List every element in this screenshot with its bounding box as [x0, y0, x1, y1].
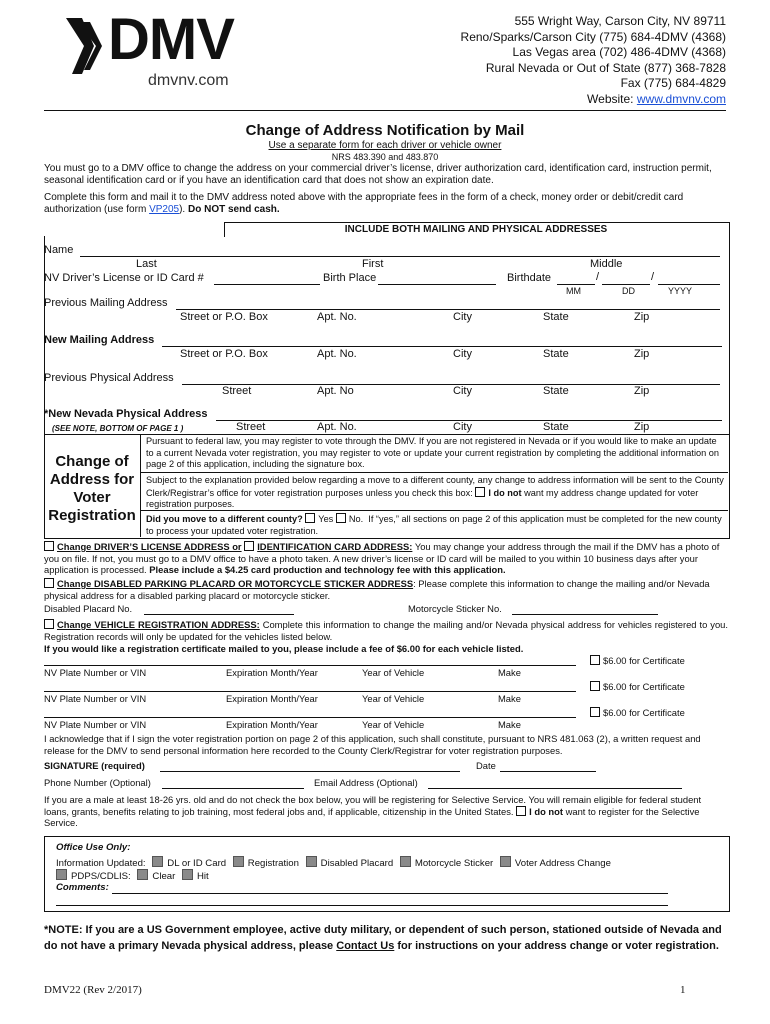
voter-divider — [141, 510, 728, 511]
license-change-checkbox[interactable] — [44, 541, 54, 551]
certificate-option-2 — [590, 681, 685, 692]
page-title: Change of Address Notification by Mail — [245, 122, 525, 139]
signature-field[interactable] — [160, 771, 460, 772]
office-pdps-row — [56, 869, 209, 882]
year-label: Year of Vehicle — [362, 667, 425, 678]
state-label: State — [543, 385, 569, 397]
dmv-logo — [64, 7, 274, 94]
vehicle-row-1-field[interactable] — [44, 665, 576, 666]
no-cash-warning: Do NOT send cash. — [187, 204, 280, 215]
vehicle-fee-note: If you would like a registration certificate mailed to you, please include a fee of $6.00 for each vehicle listed. — [44, 643, 524, 654]
birthdate-slash: / — [651, 271, 655, 283]
year-label: Year of Vehicle — [362, 719, 425, 730]
license-number-label: NV Driver’s License or ID Card # — [44, 272, 204, 284]
zip-label: Zip — [634, 385, 650, 397]
acknowledgement: I acknowledge that if I sign the voter registration portion on page 2 of this application, such shall constitute, pursuant to NRS 481.063 (2), a written request and release for the DMV to send personal information here recorded to the County Clerk/Registrar for voter registration purposes. — [44, 733, 701, 756]
city-label: City — [453, 311, 472, 323]
address-box — [44, 236, 730, 435]
name-middle-label: Middle — [590, 258, 623, 270]
intro-paragraph-2 — [44, 192, 726, 216]
disabled-placard-field[interactable] — [144, 614, 294, 615]
website-label: Website: — [587, 91, 637, 106]
intro-p2-text: Complete this form and mail it to the DMV address noted above with the appropriate fees in the form of a check, money order or debit/credit card authorization (use form — [44, 192, 684, 215]
comments-label: Comments: — [56, 882, 109, 893]
apt-label: Apt. No. — [317, 421, 357, 433]
selective-text: If you are a male at least 18-26 yrs. old and do not check the box below, you will be registering for Selective Service. You will remain eligible for federal student loans, grants, benefits relating to job training, most federal jobs and, if applicable, citizenship in the United States. — [44, 794, 702, 817]
certificate-label: $6.00 for Certificate — [603, 655, 685, 666]
registration-label: Registration — [247, 858, 299, 869]
state-label: State — [543, 311, 569, 323]
fax: Fax (775) 684-4829 — [620, 76, 726, 90]
expiration-label: Expiration Month/Year — [226, 719, 318, 730]
pdps-checkbox[interactable] — [56, 869, 67, 880]
street-po-label: Street or P.O. Box — [180, 348, 268, 360]
info-updated-label: Information Updated: — [56, 858, 146, 869]
office-info-row — [56, 856, 611, 869]
make-label: Make — [498, 693, 521, 704]
registration-checkbox[interactable] — [233, 856, 244, 867]
mm-label: MM — [566, 286, 581, 296]
dmv-address: 555 Wright Way, Carson City, NV 89711 — [514, 14, 726, 28]
logo-brand: DMV — [108, 7, 234, 72]
county-yes-label: Yes — [318, 514, 334, 524]
vehicle-fee-text: If you would like a registration certificate mailed to you, please include a fee of $6.00 for each vehicle listed — [44, 643, 521, 654]
hit-checkbox[interactable] — [182, 869, 193, 880]
placard-text: : Please complete this information to change the mailing and/or Nevada physical address for a disabled parking placard or motorcycle sticker. — [44, 578, 710, 601]
voter-paragraph-2 — [146, 475, 724, 511]
placard-section — [44, 578, 728, 601]
license-change-text: You may change your address through the mail if the DMV has a photo of you on file. If not, you must go to a DMV office to have a photo taken. A new driver’s license or ID card will be mailed to you within 10 business days after your application is processed. — [44, 541, 720, 576]
voter-divider — [141, 472, 728, 473]
placard-change-checkbox[interactable] — [44, 578, 54, 588]
new-physical-label: *New Nevada Physical Address — [44, 408, 208, 420]
phone-vegas: Las Vegas area (702) 486-4DMV (4368) — [512, 45, 726, 59]
motorcycle-sticker-field[interactable] — [512, 614, 658, 615]
clear-checkbox[interactable] — [137, 869, 148, 880]
license-change-label: Change DRIVER’S LICENSE ADDRESS or — [57, 541, 242, 552]
make-label: Make — [498, 667, 521, 678]
county-no-label: No — [348, 514, 361, 524]
phone-label: Phone Number (Optional) — [44, 777, 151, 788]
selective-service — [44, 794, 728, 829]
military-note — [44, 922, 728, 954]
dd-label: DD — [622, 286, 635, 296]
signature-label: SIGNATURE (required) — [44, 760, 145, 771]
prev-physical-label: Previous Physical Address — [44, 372, 174, 384]
address-section-heading: INCLUDE BOTH MAILING AND PHYSICAL ADDRESSES — [344, 224, 608, 235]
header-divider — [44, 110, 726, 111]
phone-field[interactable] — [162, 788, 304, 789]
phone-rural: Rural Nevada or Out of State (877) 368-7828 — [485, 60, 726, 75]
street-po-label: Street or P.O. Box — [180, 311, 268, 323]
license-fee-note: Please include a $4.25 card production and technology fee with this application. — [149, 564, 506, 576]
disabled-placard-checkbox[interactable] — [306, 856, 317, 867]
county-yes-checkbox[interactable] — [305, 513, 315, 523]
name-label: Name — [44, 244, 74, 256]
voter-p2-rest: want my address change updated for voter registration purposes. — [146, 487, 699, 509]
certificate-checkbox-3[interactable] — [590, 707, 600, 717]
new-mailing-label: New Mailing Address — [44, 334, 155, 346]
year-label: Year of Vehicle — [362, 693, 425, 704]
name-last-label: Last — [136, 258, 157, 270]
voter-optout-bold: I do not — [488, 487, 522, 498]
state-label: State — [543, 348, 569, 360]
certificate-label: $6.00 for Certificate — [603, 707, 685, 718]
vp205-link[interactable]: VP205 — [149, 204, 180, 215]
motorcycle-sticker-checkbox[interactable] — [400, 856, 411, 867]
selective-rest: want to register for the Selective Service. — [44, 805, 700, 829]
yyyy-label: YYYY — [668, 286, 693, 296]
placard-change-label: Change DISABLED PARKING PLACARD OR MOTORCYCLE STICKER ADDRESS — [57, 578, 414, 589]
city-label: City — [453, 348, 472, 360]
date-label: Date — [476, 760, 496, 771]
county-question: Did you move to a different county? Yes No. If “yes,” all sections on page 2 of this application must be completed for the new county to process your updated voter registration. — [146, 514, 722, 536]
page-subtitle: Use a separate form for each driver or vehicle owner — [268, 140, 502, 151]
note-rest: for instructions on your address change or voter registration. — [394, 940, 719, 952]
voter-change-label: Voter Address Change — [514, 858, 611, 869]
nrs-reference: NRS 483.390 and 483.870 — [331, 152, 439, 162]
disabled-placard-office-label: Disabled Placard — [320, 858, 394, 869]
birthdate-label: Birthdate — [507, 272, 552, 284]
certificate-label: $6.00 for Certificate — [603, 681, 685, 692]
dmv-logo-mark-icon — [64, 16, 110, 76]
voter-change-checkbox[interactable] — [500, 856, 511, 867]
apt-label: Apt. No. — [317, 348, 357, 360]
zip-label: Zip — [634, 311, 650, 323]
id-card-change-checkbox[interactable] — [244, 541, 254, 551]
office-use-title: Office Use Only: — [56, 842, 131, 853]
comments-field-2[interactable] — [56, 905, 668, 906]
form-number: DMV22 (Rev 2/2017) — [44, 984, 142, 996]
voter-optout-checkbox[interactable] — [475, 487, 485, 497]
see-note-label: (SEE NOTE, BOTTOM OF PAGE 1 ) — [52, 424, 184, 433]
dl-label: DL or ID Card — [167, 858, 227, 869]
name-first-label: First — [362, 258, 384, 270]
voter-paragraph-1: Pursuant to federal law, you may register to vote through the DMV. If you are not registered in Nevada or if you would like to make an update to a current Nevada voter registration, you may register to vote or update your current registration by completing the additional information on page 2 of this application, including the signature box. — [146, 436, 719, 469]
comments-field[interactable] — [112, 893, 668, 894]
website-link[interactable]: www.dmvnv.com — [636, 91, 726, 106]
street-label: Street — [236, 421, 266, 433]
website-line — [461, 92, 726, 108]
zip-label: Zip — [634, 348, 650, 360]
vehicle-text: Complete this information to change the mailing and/or Nevada physical address for vehicles registered to you. Registration records will only be updated for the vehicles listed below. — [44, 619, 728, 642]
county-no-checkbox[interactable] — [336, 513, 346, 523]
plate-label: NV Plate Number or VIN — [44, 719, 147, 730]
page-number: 1 — [680, 984, 686, 996]
selective-optout-bold: I do not — [529, 805, 563, 817]
vehicle-row-2-field[interactable] — [44, 691, 576, 692]
voter-p2-text: Subject to the explanation provided below regarding a move to a different county, any change to address information will be sent to the County Clerk/Registrar’s office for voter registration purposes unless you check this box: — [146, 475, 724, 498]
apt-label: Apt. No — [317, 385, 354, 397]
make-label: Make — [498, 719, 521, 730]
expiration-label: Expiration Month/Year — [226, 693, 318, 704]
motorcycle-sticker-label: Motorcycle Sticker No. — [408, 603, 502, 614]
certificate-checkbox-2[interactable] — [590, 681, 600, 691]
plate-label: NV Plate Number or VIN — [44, 693, 147, 704]
city-label: City — [453, 421, 472, 433]
dl-checkbox[interactable] — [152, 856, 163, 867]
note-text: *NOTE: If you are a US Government employee, active duty military, or dependent of such person, stationed outside of Nevada and do not have a primary Nevada physical address, please — [44, 924, 722, 952]
county-question-bold: Did you move to a different county? — [146, 514, 303, 524]
vehicle-change-label: Change VEHICLE REGISTRATION ADDRESS: — [57, 619, 260, 630]
plate-label: NV Plate Number or VIN — [44, 667, 147, 678]
logo-domain: dmvnv.com — [148, 72, 229, 89]
vehicle-row-3-field[interactable] — [44, 717, 576, 718]
state-label: State — [543, 421, 569, 433]
clear-label: Clear — [152, 871, 176, 882]
contact-block — [461, 14, 726, 107]
hit-label: Hit — [197, 871, 209, 882]
phone-reno: Reno/Sparks/Carson City (775) 684-4DMV (4368) — [460, 29, 726, 44]
expiration-label: Expiration Month/Year — [226, 667, 318, 678]
birth-place-label: Birth Place — [323, 272, 377, 284]
license-change-section — [44, 541, 728, 576]
contact-us-link[interactable]: Contact Us — [336, 940, 395, 952]
disabled-placard-label: Disabled Placard No. — [44, 603, 133, 614]
apt-label: Apt. No. — [317, 311, 357, 323]
birthdate-slash: / — [596, 271, 600, 283]
street-label: Street — [222, 385, 252, 397]
voter-label: Change of Address for Voter Registration — [48, 453, 136, 524]
intro-paragraph-1: You must go to a DMV office to change the address on your commercial driver’s license, driver authorization card, identification card, instruction permit, seasonal identification card or if you have an identification card that does not show an expiration date. — [44, 163, 712, 186]
vehicle-section — [44, 619, 728, 642]
date-field[interactable] — [500, 771, 596, 772]
motorcycle-sticker-office-label: Motorcycle Sticker — [414, 858, 494, 869]
selective-optout-checkbox[interactable] — [516, 806, 526, 816]
county-question-rest: If “yes,” all sections on page 2 of this application must be completed for the new county to process your updated voter registration. — [146, 514, 722, 536]
vehicle-change-checkbox[interactable] — [44, 619, 54, 629]
prev-mailing-label: Previous Mailing Address — [44, 297, 168, 309]
id-card-change-label: IDENTIFICATION CARD ADDRESS: — [257, 541, 413, 552]
pdps-label: PDPS/CDLIS: — [71, 871, 131, 882]
email-field[interactable] — [428, 788, 682, 789]
certificate-option-3 — [590, 707, 685, 718]
intro-p2-close: ). — [179, 204, 188, 215]
city-label: City — [453, 385, 472, 397]
email-label: Email Address (Optional) — [314, 777, 418, 788]
certificate-option-1 — [590, 655, 685, 666]
zip-label: Zip — [634, 421, 650, 433]
certificate-checkbox-1[interactable] — [590, 655, 600, 665]
